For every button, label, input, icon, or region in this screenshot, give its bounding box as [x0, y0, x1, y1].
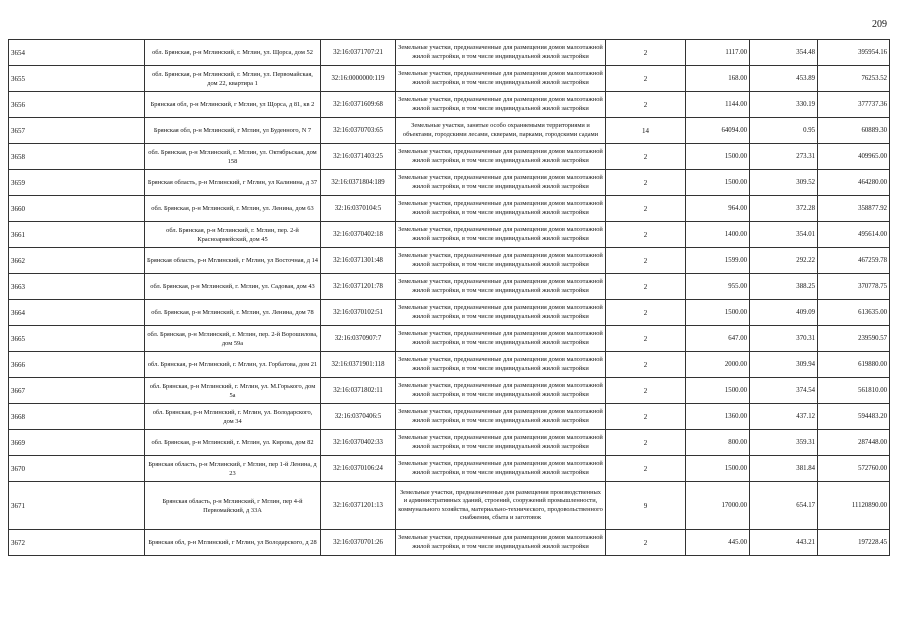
- address-cell: обл. Брянская, р-н Мглинский, г. Мглин, ул. Кирова, дом 82: [145, 430, 321, 456]
- table-row: [9, 352, 890, 378]
- row-number: 3671: [9, 482, 145, 530]
- address-cell: обл. Брянская, р-н Мглинский, г. Мглин, ул. Садовая, дом 43: [145, 274, 321, 300]
- cadastral-value-cell: 60889.30: [818, 118, 890, 144]
- cadastral-number-cell: 32:16:0370402:33: [321, 430, 396, 456]
- table-row: [9, 326, 890, 352]
- unit-price-cell: 330.19: [750, 92, 818, 118]
- table-row: [9, 482, 890, 530]
- land-use-cell: Земельные участки, предназначенные для размещения домов малоэтажной жилой застройки, в том числе индивидуальной жилой застройки: [396, 530, 606, 556]
- address-cell: обл. Брянская, р-н Мглинский, г. Мглин, пер. 2-й Ворошилова, дом 59а: [145, 326, 321, 352]
- area-cell: 1144.00: [686, 92, 750, 118]
- unit-price-cell: 354.01: [750, 222, 818, 248]
- area-cell: 168.00: [686, 66, 750, 92]
- unit-price-cell: 292.22: [750, 248, 818, 274]
- cadastral-number-cell: 32:16:0370703:65: [321, 118, 396, 144]
- table-row: [9, 404, 890, 430]
- table-body: [9, 40, 890, 556]
- land-use-cell: Земельные участки, предназначенные для размещения домов малоэтажной жилой застройки, в том числе индивидуальной жилой застройки: [396, 170, 606, 196]
- unit-price-cell: 654.17: [750, 482, 818, 530]
- land-use-cell: Земельные участки, предназначенные для размещения домов малоэтажной жилой застройки, в том числе индивидуальной жилой застройки: [396, 456, 606, 482]
- category-cell: 2: [606, 326, 686, 352]
- cadastral-value-cell: 409965.00: [818, 144, 890, 170]
- address-cell: Брянская область, р-н Мглинский, г Мглин, пер 4-й Первомайский, д 33А: [145, 482, 321, 530]
- table-row: [9, 170, 890, 196]
- row-number: 3662: [9, 248, 145, 274]
- category-cell: 2: [606, 196, 686, 222]
- area-cell: 1500.00: [686, 378, 750, 404]
- address-cell: обл. Брянская, р-н Мглинский, г. Мглин, ул. Горбатова, дом 21: [145, 352, 321, 378]
- row-number: 3656: [9, 92, 145, 118]
- cadastral-number-cell: 32:16:0371804:189: [321, 170, 396, 196]
- cadastral-value-cell: 467259.78: [818, 248, 890, 274]
- unit-price-cell: 453.89: [750, 66, 818, 92]
- address-cell: Брянская область, р-н Мглинский, г Мглин, ул Восточная, д 14: [145, 248, 321, 274]
- cadastral-value-cell: 572760.00: [818, 456, 890, 482]
- land-use-cell: Земельные участки, предназначенные для размещения домов малоэтажной жилой застройки, в том числе индивидуальной жилой застройки: [396, 352, 606, 378]
- address-cell: обл. Брянская, р-н Мглинский, г. Мглин, ул. Щорса, дом 52: [145, 40, 321, 66]
- row-number: 3657: [9, 118, 145, 144]
- land-use-cell: Земельные участки, предназначенные для размещения домов малоэтажной жилой застройки, в том числе индивидуальной жилой застройки: [396, 66, 606, 92]
- cadastral-value-cell: 287448.00: [818, 430, 890, 456]
- category-cell: 2: [606, 66, 686, 92]
- land-use-cell: Земельные участки, предназначенные для размещения домов малоэтажной жилой застройки, в том числе индивидуальной жилой застройки: [396, 40, 606, 66]
- table-row: [9, 300, 890, 326]
- unit-price-cell: 381.84: [750, 456, 818, 482]
- table-row: [9, 40, 890, 66]
- land-use-cell: Земельные участки, предназначенные для размещения домов малоэтажной жилой застройки, в том числе индивидуальной жилой застройки: [396, 404, 606, 430]
- cadastral-value-cell: 594483.20: [818, 404, 890, 430]
- unit-price-cell: 388.25: [750, 274, 818, 300]
- cadastral-number-cell: 32:16:0370701:26: [321, 530, 396, 556]
- area-cell: 647.00: [686, 326, 750, 352]
- unit-price-cell: 370.31: [750, 326, 818, 352]
- cadastral-number-cell: 32:16:0371201:13: [321, 482, 396, 530]
- category-cell: 14: [606, 118, 686, 144]
- table-row: [9, 92, 890, 118]
- category-cell: 2: [606, 430, 686, 456]
- cadastral-number-cell: 32:16:0371707:21: [321, 40, 396, 66]
- row-number: 3664: [9, 300, 145, 326]
- unit-price-cell: 409.09: [750, 300, 818, 326]
- area-cell: 955.00: [686, 274, 750, 300]
- cadastral-value-cell: 613635.00: [818, 300, 890, 326]
- address-cell: Брянская обл, р-н Мглинский, г Мглин, ул Володарского, д 28: [145, 530, 321, 556]
- area-cell: 1500.00: [686, 144, 750, 170]
- row-number: 3672: [9, 530, 145, 556]
- category-cell: 2: [606, 248, 686, 274]
- category-cell: 2: [606, 456, 686, 482]
- land-use-cell: Земельные участки, предназначенные для размещения домов малоэтажной жилой застройки, в том числе индивидуальной жилой застройки: [396, 144, 606, 170]
- category-cell: 2: [606, 404, 686, 430]
- address-cell: обл. Брянская, р-н Мглинский, г. Мглин, пер. 2-й Красноармейский, дом 45: [145, 222, 321, 248]
- table-row: [9, 530, 890, 556]
- land-registry-table: [8, 39, 890, 556]
- unit-price-cell: 273.31: [750, 144, 818, 170]
- cadastral-number-cell: 32:16:0371201:78: [321, 274, 396, 300]
- address-cell: обл. Брянская, р-н Мглинский, г. Мглин, ул. Октябрьская, дом 158: [145, 144, 321, 170]
- unit-price-cell: 443.21: [750, 530, 818, 556]
- row-number: 3665: [9, 326, 145, 352]
- row-number: 3661: [9, 222, 145, 248]
- address-cell: обл. Брянская, р-н Мглинский, г. Мглин, ул. Ленина, дом 78: [145, 300, 321, 326]
- row-number: 3659: [9, 170, 145, 196]
- category-cell: 2: [606, 300, 686, 326]
- row-number: 3663: [9, 274, 145, 300]
- cadastral-value-cell: 239590.57: [818, 326, 890, 352]
- area-cell: 1360.00: [686, 404, 750, 430]
- row-number: 3667: [9, 378, 145, 404]
- address-cell: обл. Брянская, р-н Мглинский, г. Мглин, ул. Ленина, дом 63: [145, 196, 321, 222]
- table-row: [9, 66, 890, 92]
- cadastral-number-cell: 32:16:0370406:5: [321, 404, 396, 430]
- unit-price-cell: 374.54: [750, 378, 818, 404]
- table-row: [9, 274, 890, 300]
- row-number: 3670: [9, 456, 145, 482]
- land-use-cell: Земельные участки, предназначенные для размещения домов малоэтажной жилой застройки, в том числе индивидуальной жилой застройки: [396, 92, 606, 118]
- cadastral-number-cell: 32:16:0371301:48: [321, 248, 396, 274]
- table-row: [9, 144, 890, 170]
- cadastral-value-cell: 370778.75: [818, 274, 890, 300]
- land-use-cell: Земельные участки, предназначенные для размещения домов малоэтажной жилой застройки, в том числе индивидуальной жилой застройки: [396, 196, 606, 222]
- area-cell: 1500.00: [686, 300, 750, 326]
- cadastral-value-cell: 561810.00: [818, 378, 890, 404]
- cadastral-number-cell: 32:16:0371609:68: [321, 92, 396, 118]
- area-cell: 800.00: [686, 430, 750, 456]
- land-use-cell: Земельные участки, предназначенные для размещения домов малоэтажной жилой застройки, в том числе индивидуальной жилой застройки: [396, 300, 606, 326]
- category-cell: 2: [606, 170, 686, 196]
- address-cell: Брянская обл, р-н Мглинский, г Мглин, ул Щорса, д 81, кв 2: [145, 92, 321, 118]
- land-use-cell: Земельные участки, предназначенные для размещения домов малоэтажной жилой застройки, в том числе индивидуальной жилой застройки: [396, 378, 606, 404]
- cadastral-value-cell: 495614.00: [818, 222, 890, 248]
- unit-price-cell: 309.52: [750, 170, 818, 196]
- table-row: [9, 248, 890, 274]
- cadastral-number-cell: 32:16:0371802:11: [321, 378, 396, 404]
- category-cell: 2: [606, 92, 686, 118]
- unit-price-cell: 437.12: [750, 404, 818, 430]
- area-cell: 2000.00: [686, 352, 750, 378]
- unit-price-cell: 0.95: [750, 118, 818, 144]
- land-use-cell: Земельные участки, занятые особо охраняемыми территориями и объектами, городскими лесами, скверами, парками, городскими садами: [396, 118, 606, 144]
- category-cell: 2: [606, 378, 686, 404]
- cadastral-value-cell: 76253.52: [818, 66, 890, 92]
- category-cell: 2: [606, 530, 686, 556]
- row-number: 3660: [9, 196, 145, 222]
- land-use-cell: Земельные участки, предназначенные для размещения домов малоэтажной жилой застройки, в том числе индивидуальной жилой застройки: [396, 222, 606, 248]
- cadastral-number-cell: 32:16:0370106:24: [321, 456, 396, 482]
- address-cell: обл. Брянская, р-н Мглинский, г. Мглин, ул. Володарского, дом 34: [145, 404, 321, 430]
- row-number: 3669: [9, 430, 145, 456]
- unit-price-cell: 359.31: [750, 430, 818, 456]
- address-cell: обл. Брянская, р-н Мглинский, г. Мглин, ул. М.Горького, дом 5а: [145, 378, 321, 404]
- land-use-cell: Земельные участки, предназначенные для размещения домов малоэтажной жилой застройки, в том числе индивидуальной жилой застройки: [396, 430, 606, 456]
- table-row: [9, 196, 890, 222]
- area-cell: 445.00: [686, 530, 750, 556]
- land-use-cell: Земельные участки, предназначенные для размещения домов малоэтажной жилой застройки, в том числе индивидуальной жилой застройки: [396, 274, 606, 300]
- cadastral-number-cell: 32:16:0371403:25: [321, 144, 396, 170]
- area-cell: 64094.00: [686, 118, 750, 144]
- area-cell: 1500.00: [686, 456, 750, 482]
- cadastral-number-cell: 32:16:0370402:18: [321, 222, 396, 248]
- address-cell: Брянская область, р-н Мглинский, г Мглин, ул Калинина, д 37: [145, 170, 321, 196]
- table-row: [9, 456, 890, 482]
- cadastral-number-cell: 32:16:0000000:119: [321, 66, 396, 92]
- area-cell: 964.00: [686, 196, 750, 222]
- row-number: 3658: [9, 144, 145, 170]
- area-cell: 1117.00: [686, 40, 750, 66]
- unit-price-cell: 309.94: [750, 352, 818, 378]
- category-cell: 2: [606, 40, 686, 66]
- cadastral-value-cell: 464280.00: [818, 170, 890, 196]
- cadastral-value-cell: 197228.45: [818, 530, 890, 556]
- cadastral-number-cell: 32:16:0370102:51: [321, 300, 396, 326]
- cadastral-value-cell: 377737.36: [818, 92, 890, 118]
- land-use-cell: Земельные участки, предназначенные для размещения производственных и административных зданий, строений, сооружений промышленности, коммунального хозяйства, материально-технического, продовольственного снабжения, сбыта и заготовок: [396, 482, 606, 530]
- cadastral-number-cell: 32:16:0370104:5: [321, 196, 396, 222]
- table-row: [9, 378, 890, 404]
- unit-price-cell: 372.28: [750, 196, 818, 222]
- cadastral-value-cell: 358877.92: [818, 196, 890, 222]
- cadastral-number-cell: 32:16:0371901:118: [321, 352, 396, 378]
- page-number: 209: [872, 19, 887, 30]
- area-cell: 1599.00: [686, 248, 750, 274]
- area-cell: 17000.00: [686, 482, 750, 530]
- address-cell: Брянская область, р-н Мглинский, г Мглин, пер 1-й Ленина, д 23: [145, 456, 321, 482]
- row-number: 3655: [9, 66, 145, 92]
- category-cell: 2: [606, 222, 686, 248]
- table-row: [9, 118, 890, 144]
- area-cell: 1500.00: [686, 170, 750, 196]
- category-cell: 2: [606, 352, 686, 378]
- cadastral-value-cell: 11120890.00: [818, 482, 890, 530]
- category-cell: 2: [606, 144, 686, 170]
- land-use-cell: Земельные участки, предназначенные для размещения домов малоэтажной жилой застройки, в том числе индивидуальной жилой застройки: [396, 248, 606, 274]
- address-cell: обл. Брянская, р-н Мглинский, г. Мглин, ул. Первомайская, дом 22, квартира 1: [145, 66, 321, 92]
- cadastral-value-cell: 619880.00: [818, 352, 890, 378]
- cadastral-number-cell: 32:16:0370907:7: [321, 326, 396, 352]
- address-cell: Брянская обл, р-н Мглинский, г Мглин, ул Буденного, N 7: [145, 118, 321, 144]
- row-number: 3668: [9, 404, 145, 430]
- unit-price-cell: 354.48: [750, 40, 818, 66]
- row-number: 3666: [9, 352, 145, 378]
- table-row: [9, 430, 890, 456]
- cadastral-value-cell: 395954.16: [818, 40, 890, 66]
- row-number: 3654: [9, 40, 145, 66]
- area-cell: 1400.00: [686, 222, 750, 248]
- land-use-cell: Земельные участки, предназначенные для размещения домов малоэтажной жилой застройки, в том числе индивидуальной жилой застройки: [396, 326, 606, 352]
- category-cell: 9: [606, 482, 686, 530]
- table-row: [9, 222, 890, 248]
- category-cell: 2: [606, 274, 686, 300]
